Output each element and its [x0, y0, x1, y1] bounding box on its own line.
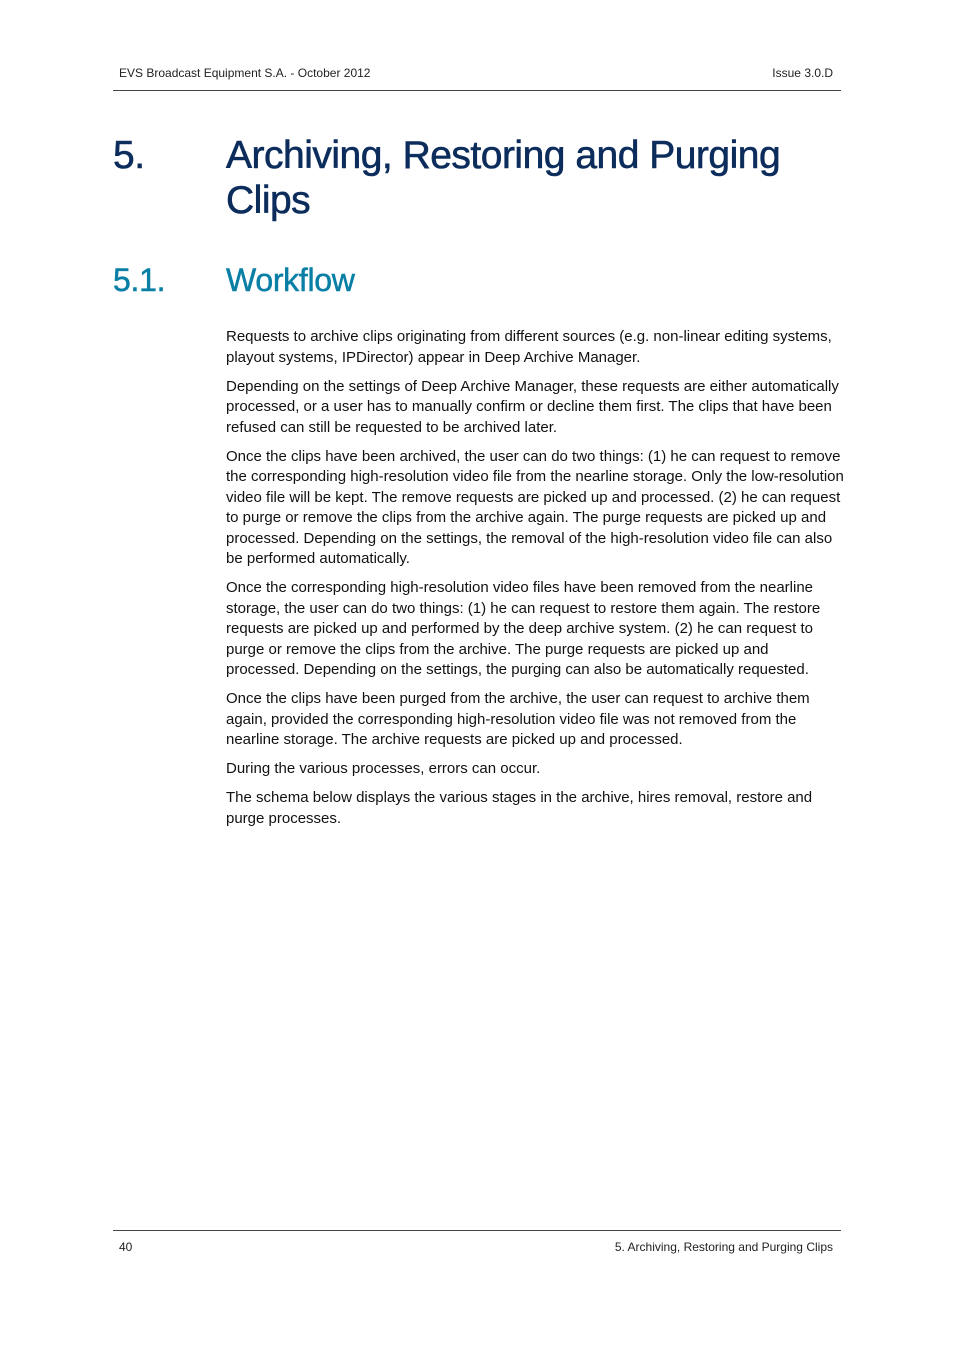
paragraph: Once the corresponding high-resolution video files have been removed from the nearline storage, the user can do two things: (1) he can request to restore them again. The restore requests are picked up and performed by the deep archive system. (2) he can request to purge or remove the clips from the archive. The purge requests are picked up and processed. Depending on the settings, the purging can also be automatically requested. [226, 579, 821, 678]
paragraph: Depending on the settings of Deep Archive Manager, these requests are either automatically processed, or a user has to manually confirm or decline them first. The clips that have been refused can still be requested to be archived later. [226, 377, 839, 436]
paragraph: Once the clips have been purged from the archive, the user can request to archive them again, provided the corresponding high-resolution video file was not removed from the nearline storage. The archive requests are picked up and processed. [226, 690, 810, 748]
footer-chapter-ref: 5. Archiving, Restoring and Purging Clips [614, 1240, 833, 1254]
page-footer [113, 1230, 841, 1254]
section-number: 5.1. [113, 262, 166, 298]
chapter-title: Archiving, Restoring and Purging Clips [226, 134, 781, 222]
page-header [113, 64, 841, 91]
paragraph: During the various processes, errors can occur. [226, 760, 541, 777]
chapter-number: 5. [113, 134, 145, 177]
paragraph: Once the clips have been archived, the user can do two things: (1) he can request to remove the corresponding high-resolution video file from the nearline storage. Only the low-resolution video file will be kept. The remove requests are picked up and processed. (2) he can request to purge or remove the clips from the archive again. The purge requests are picked up and processed. Depending on the settings, the removal of the high-resolution video file can also be performed automatically. [226, 447, 844, 567]
section-title: Workflow [226, 262, 355, 298]
paragraph: Requests to archive clips originating from different sources (e.g. non-linear editing systems, playout systems, IPDirector) appear in Deep Archive Manager. [226, 328, 832, 366]
body-text [226, 327, 844, 838]
header-publisher-date: EVS Broadcast Equipment S.A. - October 2012 [119, 66, 371, 80]
header-issue: Issue 3.0.D [772, 66, 833, 80]
paragraph: The schema below displays the various stages in the archive, hires removal, restore and purge processes. [226, 789, 813, 827]
page-number: 40 [119, 1240, 133, 1254]
